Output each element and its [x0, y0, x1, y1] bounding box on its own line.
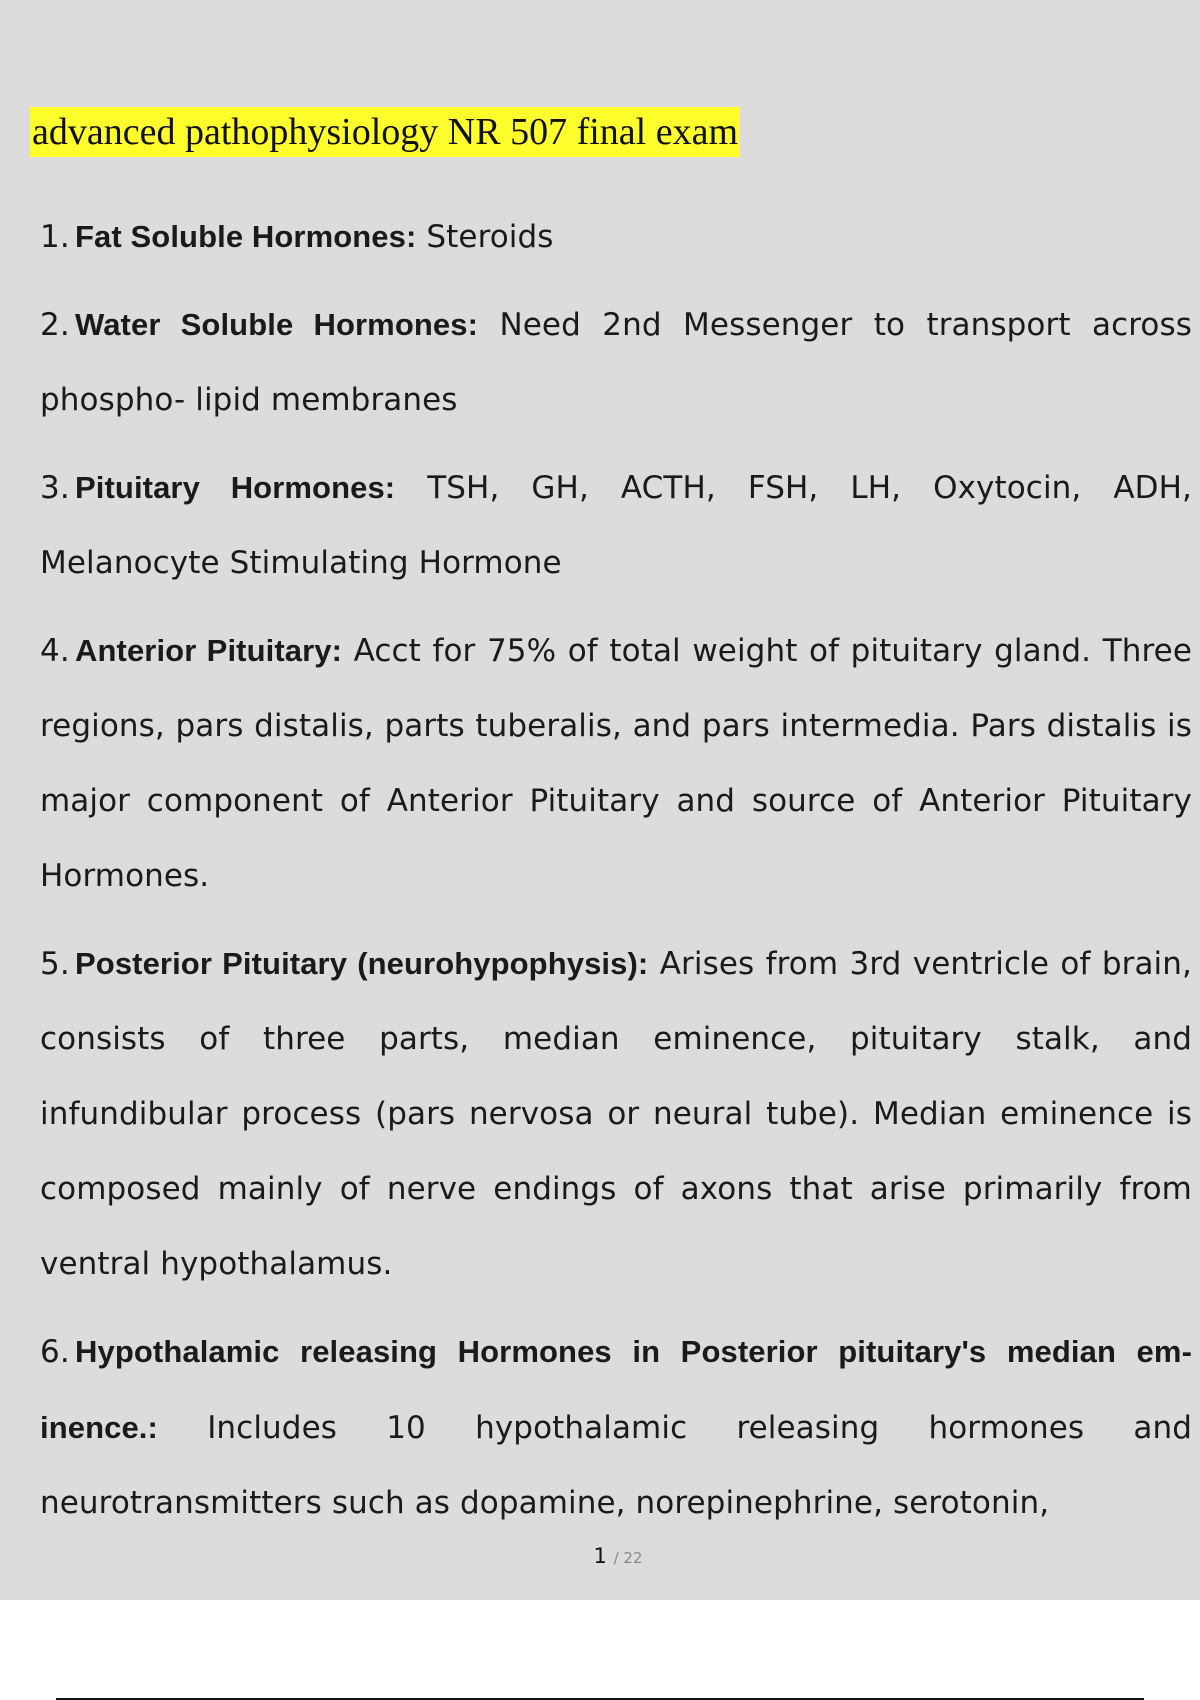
- current-page-number: 1: [593, 1544, 607, 1568]
- item-number: 6.: [40, 1334, 70, 1370]
- item-definition: Steroids: [416, 219, 554, 255]
- item-term: Fat Soluble Hormones:: [75, 219, 417, 254]
- document-title: advanced pathophysiology NR 507 final exam: [30, 107, 740, 157]
- list-item: [40, 450, 1192, 601]
- item-term: Water Soluble Hormones:: [75, 307, 479, 342]
- item-definition: Arises from 3rd ventricle of brain, consists of three parts, median eminence, pituitary stalk, and infundibular process (pars nervosa or neural tube). Median eminence is composed mainly of nerve endings of axons that arise primarily from ventral hypothalamus.: [40, 946, 1192, 1282]
- item-number: 4.: [40, 633, 70, 669]
- list-item: [40, 199, 1192, 275]
- page-counter: [0, 1541, 1200, 1573]
- item-number: 5.: [40, 946, 70, 982]
- item-definition: Acct for 75% of total weight of pituitary gland. Three regions, pars distalis, parts tuberalis, and pars intermedia. Pars distalis is major component of Anterior Pituitary and source of Anterior Pituitary Hormones.: [40, 633, 1192, 894]
- item-term: Pituitary Hormones:: [75, 470, 396, 505]
- list-item: [40, 287, 1192, 438]
- item-number: 3.: [40, 470, 70, 506]
- item-number: 1.: [40, 219, 70, 255]
- total-pages: / 22: [613, 1549, 643, 1567]
- list-item: [40, 926, 1192, 1302]
- item-term: Posterior Pituitary (neurohypophysis):: [75, 946, 649, 981]
- item-term: Anterior Pituitary:: [75, 633, 343, 668]
- list-item: [40, 613, 1192, 914]
- item-number: 2.: [40, 307, 70, 343]
- item-definition: TSH, GH, ACTH, FSH, LH, Oxytocin, ADH, Melanocyte Stimulating Hormone: [40, 470, 1193, 581]
- item-term: Hypothalamic releasing Hormones in Posterior pituitary's median em- inence.:: [40, 1334, 1192, 1445]
- flashcard-list: [40, 199, 1192, 1553]
- item-definition: Need 2nd Messenger to transport across phospho- lipid membranes: [40, 307, 1192, 418]
- item-definition: Includes 10 hypothalamic releasing hormones and neurotransmitters such as dopamine, norepinephrine, serotonin,: [40, 1410, 1192, 1521]
- list-item: [40, 1314, 1192, 1541]
